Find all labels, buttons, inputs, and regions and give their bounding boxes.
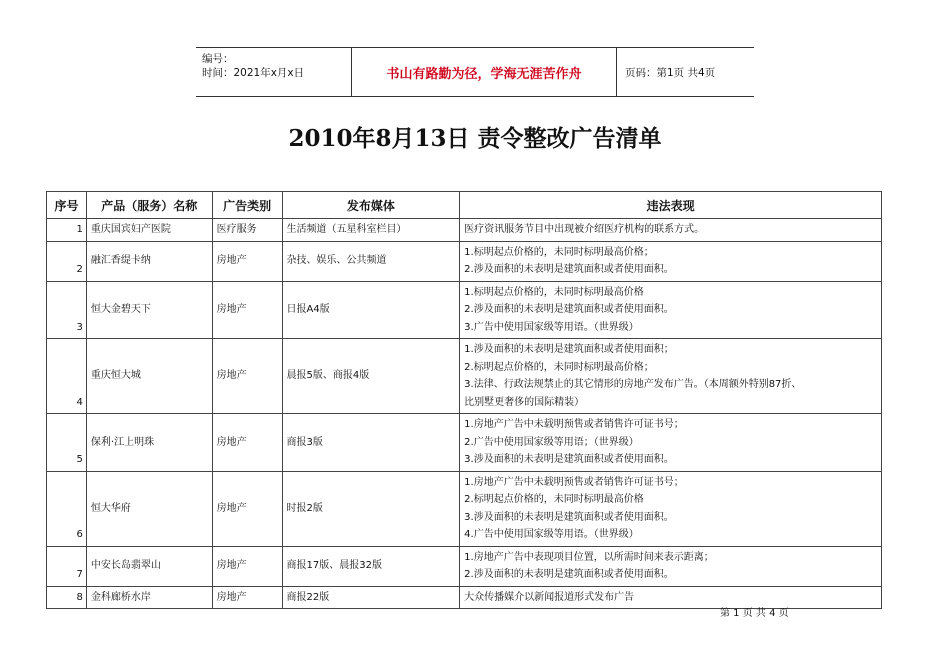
table-row [47,219,882,242]
violation-item: 2.涉及面积的未表明是建筑面积或者使用面积。 [464,304,674,315]
table-row [47,339,882,414]
ad-category: 医疗服务 [212,219,282,242]
table-row [47,546,882,586]
publish-media: 商报3版 [282,414,460,472]
ad-category: 房地产 [212,241,282,281]
page-title: 2010年8月13日 责令整改广告清单 [288,125,662,152]
col-header-issues: 违法表现 [460,192,882,219]
publish-media: 晨报5版、商报4版 [282,339,460,414]
violation-item: 2.标明起点价格的，未同时标明最高价格； [464,361,654,373]
ad-category: 房地产 [212,586,282,609]
table-row [47,471,882,546]
violation-item: 1.标明起点价格的，未同时标明最高价格； [464,246,654,258]
violation-item: 3.涉及面积的未表明是建筑面积或者使用面积。 [464,511,674,523]
row-number: 2 [47,241,87,281]
row-number: 5 [47,414,87,472]
table-row [47,414,882,472]
product-name: 融汇香缇卡纳 [86,241,212,281]
publish-media: 商报17版、晨报32版 [282,546,460,586]
violation-item: 3.涉及面积的未表明是建筑面积或者使用面积。 [464,454,674,465]
violation-list [460,546,882,586]
violation-item: 2.涉及面积的未表明是建筑面积或者使用面积。 [464,569,674,580]
table-row [47,281,882,339]
violation-list [460,586,882,609]
col-header-name: 产品（服务）名称 [86,192,212,219]
product-name: 恒大华府 [86,471,212,546]
violation-item: 2.广告中使用国家级等用语；（世界级） [464,436,639,448]
violation-item: 1.标明起点价格的，未同时标明最高价格 [464,286,644,298]
product-name: 中安长岛翡翠山 [86,546,212,586]
ad-category: 房地产 [212,339,282,414]
violation-item: 1.房地产广告中未载明预售或者销售许可证书号； [464,476,684,488]
motto: 书山有路勤为径，学海无涯苦作舟 [351,48,617,96]
row-number: 8 [47,586,87,609]
product-name: 重庆恒大城 [86,339,212,414]
product-name: 保利·江上明珠 [86,414,212,472]
ad-category: 房地产 [212,414,282,472]
product-name: 恒大金碧天下 [86,281,212,339]
ad-rectification-table [46,191,882,609]
publish-media: 商报22版 [282,586,460,609]
page-label: 页码：第1页 共4页 [625,66,716,79]
violation-item: 3.广告中使用国家级等用语。（世界级） [464,321,639,333]
number-label: 编号： [202,53,234,65]
ad-category: 房地产 [212,471,282,546]
violation-item: 2.涉及面积的未表明是建筑面积或者使用面积。 [464,264,674,275]
document-header [196,47,754,97]
table-header-row [47,192,882,219]
page-footer: 第 1 页 共 4 页 [720,608,789,619]
row-number: 3 [47,281,87,339]
product-name: 金科廊桥水岸 [86,586,212,609]
violation-item: 4.广告中使用国家级等用语。（世界级） [464,529,639,540]
violation-item: 医疗资讯服务节目中出现被介绍医疗机构的联系方式。 [464,224,705,235]
violation-item: 3.法律、行政法规禁止的其它情形的房地产发布广告。（本周额外特别87折、 [464,379,802,390]
violation-item: 比别墅更奢侈的国际精装） [464,396,585,408]
col-header-category: 广告类别 [212,192,282,219]
row-number: 7 [47,546,87,586]
ad-category: 房地产 [212,281,282,339]
col-header-no: 序号 [47,192,87,219]
violation-item: 1.房地产广告中表现项目位置，以所需时间来表示距离； [464,551,714,563]
publish-media: 日报A4版 [282,281,460,339]
table-row [47,241,882,281]
time-label: 时间：2021年x月x日 [202,67,305,79]
violation-item: 大众传播媒介以新闻报道形式发布广告 [464,591,635,603]
row-number: 4 [47,339,87,414]
publish-media: 杂技、娱乐、公共频道 [282,241,460,281]
violation-list [460,241,882,281]
product-name: 重庆国宾妇产医院 [86,219,212,242]
violation-list [460,414,882,472]
violation-list [460,471,882,546]
violation-list [460,219,882,242]
violation-item: 1.房地产广告中未载明预售或者销售许可证书号； [464,419,684,430]
publish-media: 时报2版 [282,471,460,546]
publish-media: 生活频道（五星科室栏目） [282,219,460,242]
row-number: 1 [47,219,87,242]
ad-category: 房地产 [212,546,282,586]
violation-item: 2.标明起点价格的，未同时标明最高价格 [464,494,644,505]
violation-item: 1.涉及面积的未表明是建筑面积或者使用面积； [464,344,674,355]
violation-list [460,281,882,339]
header-info [196,48,351,96]
violation-list [460,339,882,414]
col-header-media: 发布媒体 [282,192,460,219]
row-number: 6 [47,471,87,546]
